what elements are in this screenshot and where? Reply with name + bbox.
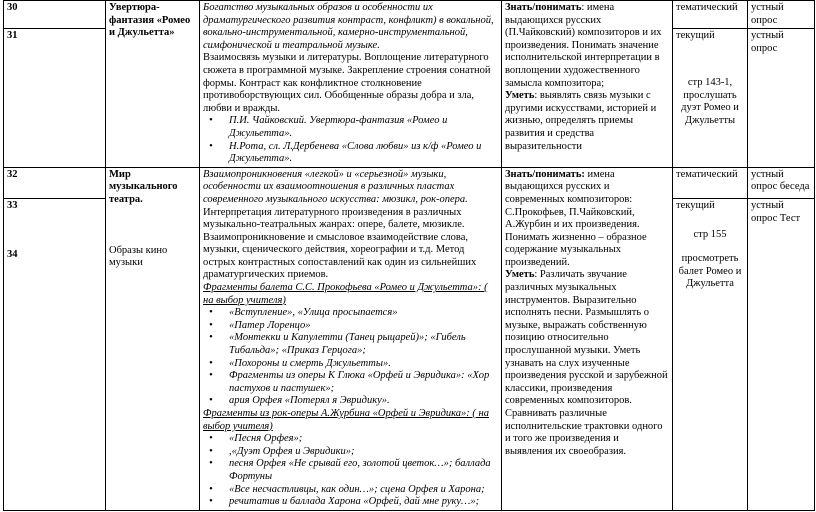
control-form: устный опрос беседа bbox=[748, 167, 815, 198]
lesson-topic: Увертюра-фантазия «Ромео и Джульетта» bbox=[106, 1, 200, 168]
list-item: • Фрагменты из оперы К Глюка «Орфей и Эвридика»: «Хор пастухов и пастушек»; bbox=[229, 370, 498, 395]
homework-note: просмотреть балет Ромео и Джульетта bbox=[678, 253, 742, 290]
homework-cell bbox=[673, 199, 748, 511]
list-item: • песня Орфея «Не срывай его, золотой цветок…»; баллада Фортуны bbox=[229, 458, 498, 483]
list-item: • П.И. Чайковский. Увертюра-фантазия «Ромео и Джульетта». bbox=[229, 115, 498, 140]
lesson-number: 32 bbox=[4, 167, 106, 198]
list-item: • «Монтекки и Капулетти (Танец рыцарей)»; «Гибель Тибальда»; «Приказ Герцога»; bbox=[229, 332, 498, 357]
homework-note: стр 143-1, прослушать дуэт Ромео и Джульетты bbox=[681, 77, 739, 126]
lesson-number: 34 bbox=[7, 248, 18, 260]
works-list bbox=[203, 433, 498, 509]
control-form: устный опрос bbox=[748, 29, 815, 167]
lesson-numbers bbox=[4, 199, 106, 511]
lesson-type: текущий bbox=[676, 30, 715, 42]
control-form: устный опрос Тест bbox=[748, 199, 815, 511]
works-list bbox=[203, 115, 498, 165]
lesson-number: 30 bbox=[4, 1, 106, 29]
lesson-type: текущий bbox=[676, 200, 715, 212]
topic-extra: Образы кино музыки bbox=[109, 244, 168, 269]
requirements-cell: Знать/понимать: имена выдающихся русских и современных композиторов: С.Прокофьев, П.Чайковский, А.Журбин и их произведения. Понимать жизненно – образное содержание музыкальных произведений. Уметь: Различать звучание различных музыкальных инструментов. Выразительно исполнять песни. Размышлять о музыке, выражать собственную позицию относительно прослушанной музыки. Уметь узнавать на слух изученные произведения русской и зарубежной классики, произведения современных композиторов. Сравнивать различные исполнительские трактовки одного и того же произведения и выявления их своеобразия. bbox=[502, 167, 673, 510]
lesson-type: тематический bbox=[673, 167, 748, 198]
list-item: • ария Орфея «Потерял я Эвридику». bbox=[229, 395, 498, 408]
lesson-content: Взаимопроникновения «легкой» и «серьезной» музыки, особенности их взаимоотношения в различных пластах современного музыкального искусства: мюзикл, рок-опера. Интерпретация литературного произведения в различных музыкально-театральных жанрах: опере, балете, мюзикле. Взаимопроникновение и смысловое взаимодействие слова, музыки, сценического действия, хореографии и т.д. Метод острых контрастных сопоставлений как один из сильнейших драматургических приемов. Фрагменты балета С.С. Прокофьева «Ромео и Джульетта»: ( на выбор учителя) • «Вступление», «Улица просыпается» • «Патер Лоренцо» • «Монтекки и Капулетти (Танец рыцарей)»; «Гибель Тибальда»; «Приказ Герцога»; • «Похороны и смерть Джульетты». • Фрагменты из оперы К Глюка «Орфей и Эвридика»: «Хор пастухов и пастушек»; • ария Орфея «Потерял я Эвридику». Фрагменты из рок-оперы А.Журбина «Орфей и Эвридика»: ( на выбор учителя) • «Песня Орфея»; • ,«Дуэт Орфея и Эвридики»; • песня Орфея «Не срывай его, золотой цветок…»; баллада Фортуны • «Все несчастливцы, как один…»; сцена Орфея и Харона; • речитатив и баллада Харона «Орфей, дай мне руку…»; bbox=[200, 167, 502, 510]
homework-note: стр 155 bbox=[693, 228, 727, 240]
lesson-topic: Мир музыкального театра. Образы кино музыки bbox=[106, 167, 200, 510]
requirements-cell: Знать/понимать: имена выдающихся русских (П.Чайковский) композиторов и их произведения. Понимать значение исполнительской интерпретации в воплощении художественного замысла композитора; Уметь: выявлять связь музыки с другими искусствами, историей и жизнью, определять приемы развития и средства выразительности bbox=[502, 1, 673, 168]
lesson-content: Богатство музыкальных образов и особенности их драматургического развития контраст, конфликт) в вокальной, вокально-инструментальной, камерно-инструментальной, симфонической и театральной музыке. Взаимосвязь музыки и литературы. Воплощение литературного сюжета в программной музыке. Закрепление строения сонатной формы. Контраст как конфликтное столкновение противоборствующих сил. Обобщенные образы добра и зла, любви и вражды. • П.И. Чайковский. Увертюра-фантазия «Ромео и Джульетта». • Н.Рота, сл. Л.Дербенева «Слова любви» из к/ф «Ромео и Джульетта». bbox=[200, 1, 502, 168]
list-item: • речитатив и баллада Харона «Орфей, дай мне руку…»; bbox=[229, 496, 498, 509]
lesson-number: 33 bbox=[7, 200, 18, 212]
lesson-plan-table bbox=[3, 0, 815, 511]
fragments-title: Фрагменты из рок-оперы А.Журбина «Орфей и Эвридика»: ( на выбор учителя) bbox=[203, 408, 489, 432]
control-form: устный опрос bbox=[748, 1, 815, 29]
table-row bbox=[4, 167, 815, 198]
lesson-type: тематический bbox=[673, 1, 748, 29]
list-item: • «Патер Лоренцо» bbox=[229, 320, 498, 333]
list-item: • ,«Дуэт Орфея и Эвридики»; bbox=[229, 446, 498, 459]
table-row bbox=[4, 1, 815, 29]
list-item: • «Похороны и смерть Джульетты». bbox=[229, 358, 498, 371]
lesson-number: 31 bbox=[4, 29, 106, 167]
list-item: • «Вступление», «Улица просыпается» bbox=[229, 307, 498, 320]
list-item: • «Песня Орфея»; bbox=[229, 433, 498, 446]
works-list bbox=[203, 307, 498, 408]
list-item: • Н.Рота, сл. Л.Дербенева «Слова любви» из к/ф «Ромео и Джульетта». bbox=[229, 141, 498, 166]
fragments-title: Фрагменты балета С.С. Прокофьева «Ромео и Джульетта»: ( на выбор учителя) bbox=[203, 282, 488, 306]
homework-cell bbox=[673, 29, 748, 167]
list-item: • «Все несчастливцы, как один…»; сцена Орфея и Харона; bbox=[229, 484, 498, 497]
